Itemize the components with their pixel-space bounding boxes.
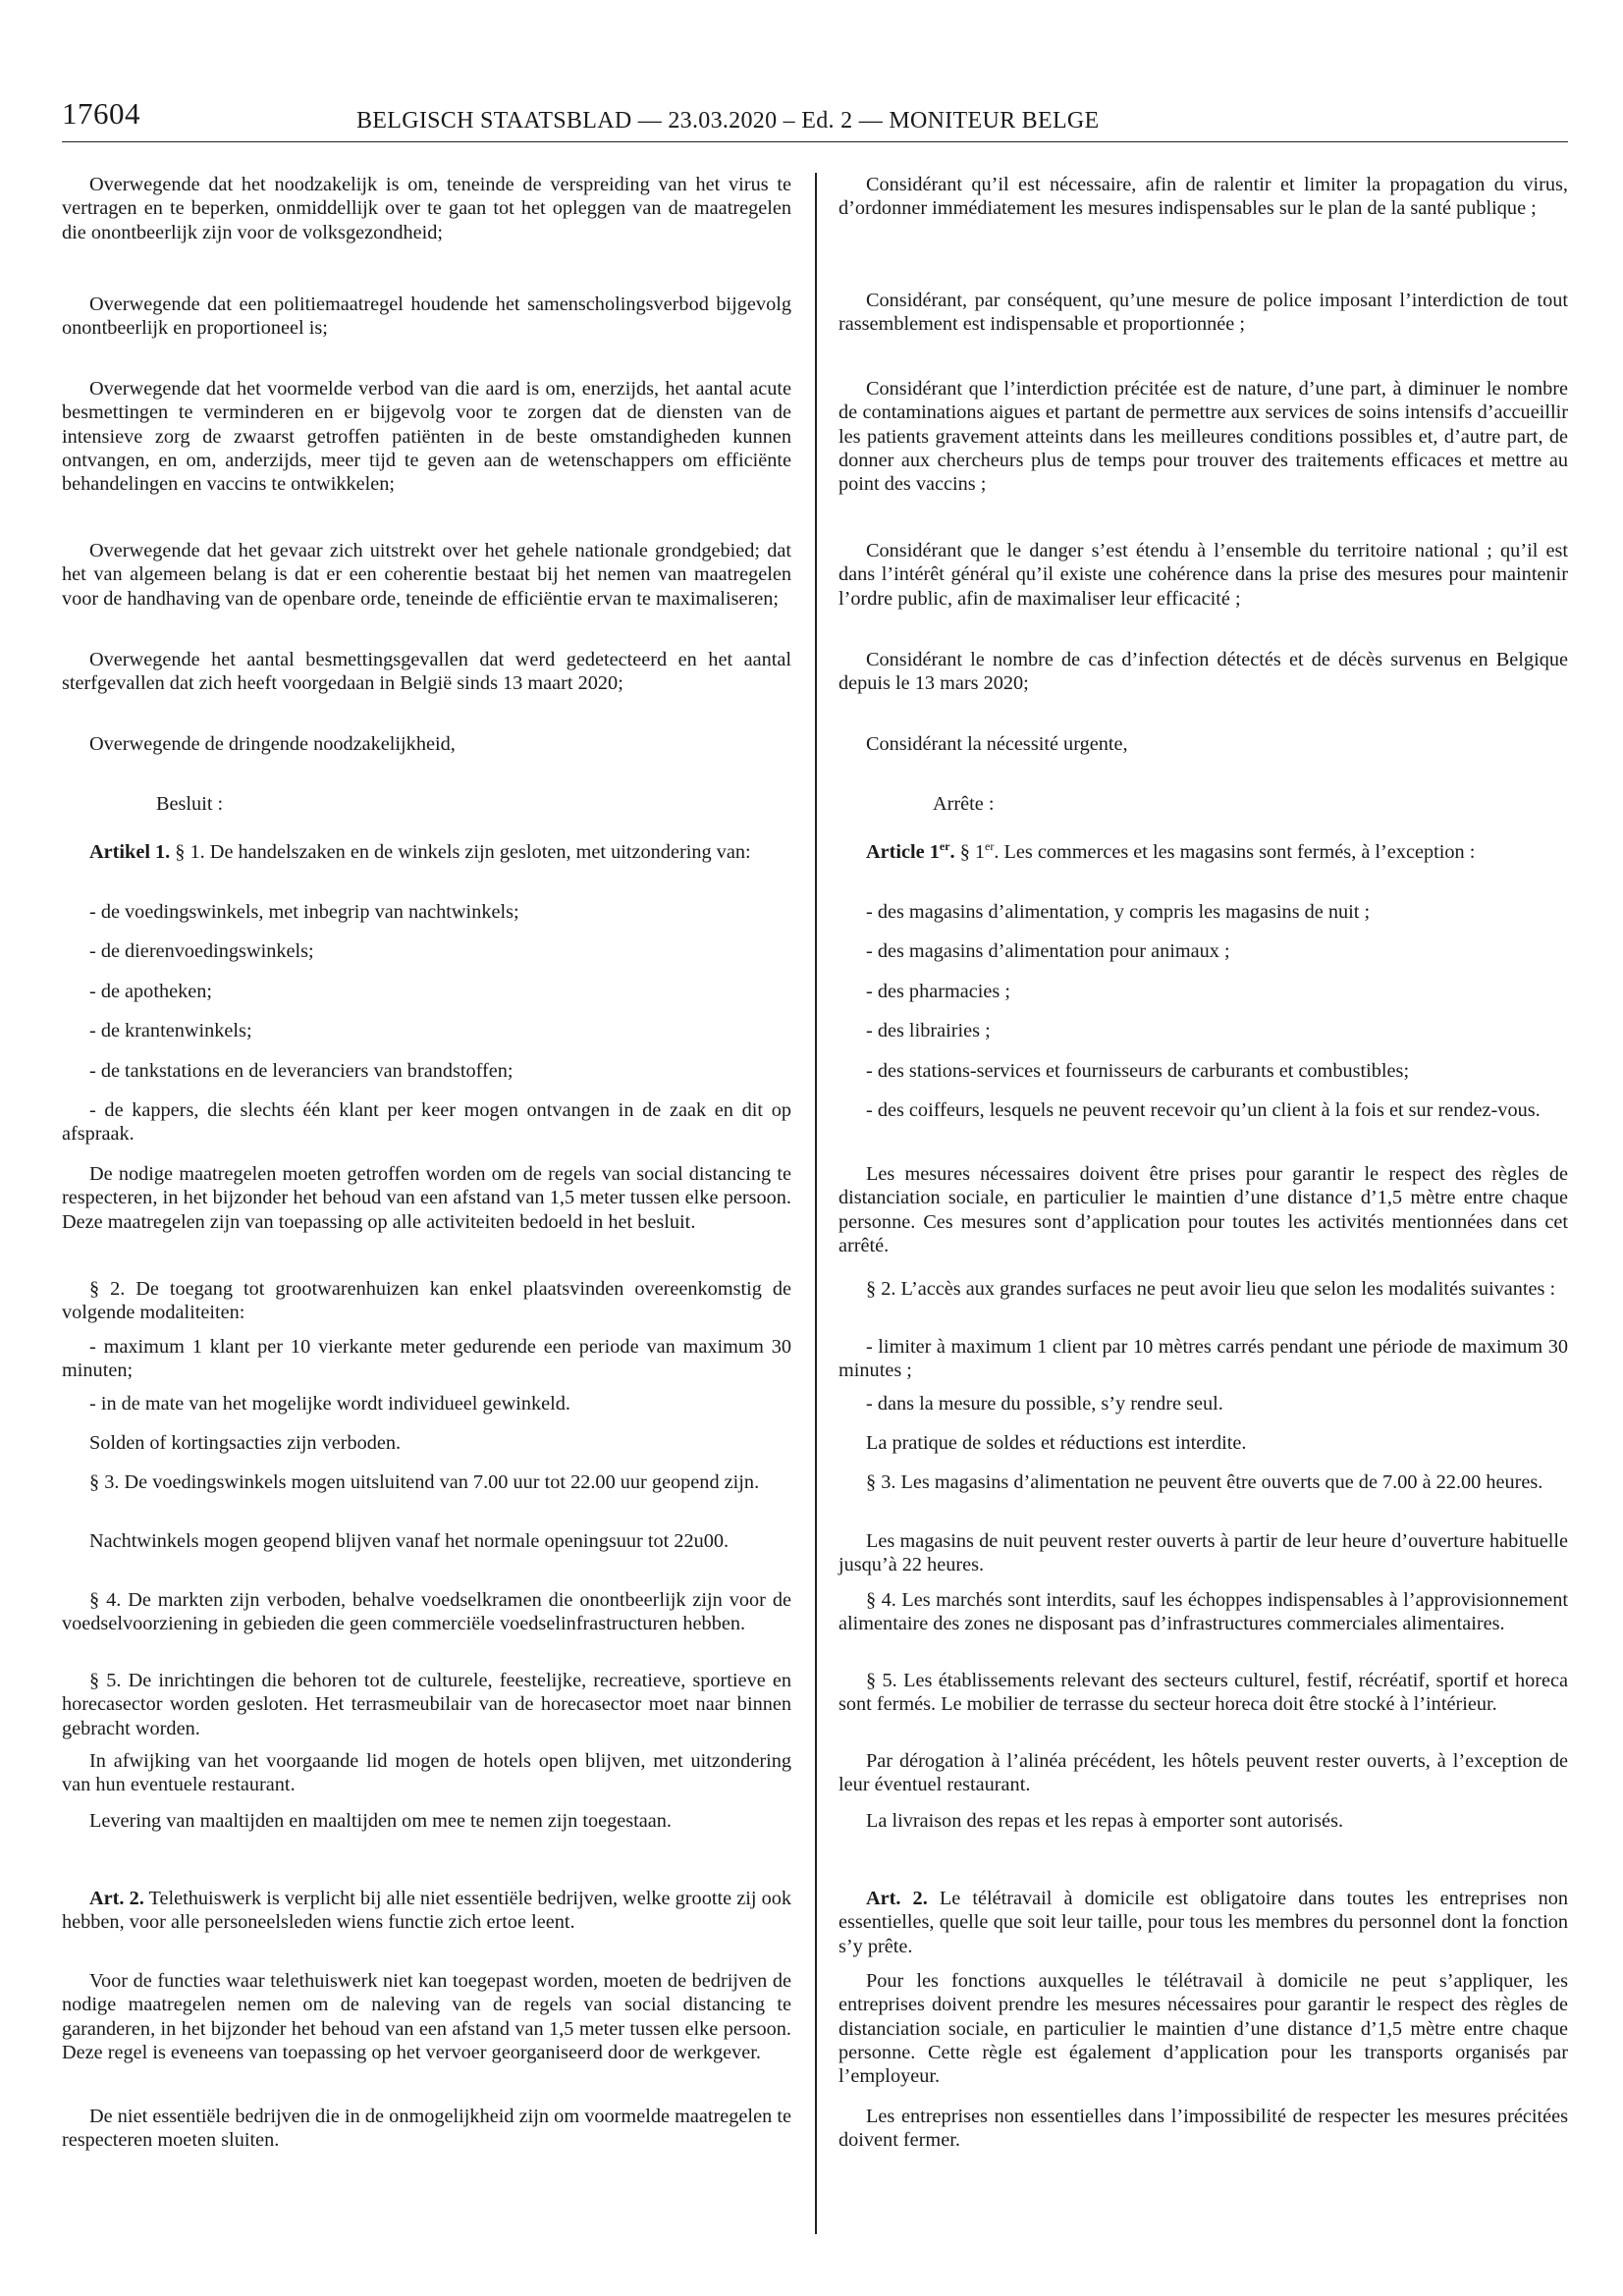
- nl-paragraph: Levering van maaltijden en maaltijden om mee te nemen zijn toegestaan.: [89, 1810, 672, 1832]
- fr-paragraph: Considérant la nécessité urgente,: [866, 733, 1128, 755]
- fr-list-item: - des pharmacies ;: [866, 981, 1010, 1002]
- nl-decision-heading: Besluit :: [156, 793, 224, 815]
- fr-article-1-text-sup: er: [985, 839, 995, 853]
- nl-paragraph: In afwijking van het voorgaande lid mogen de hotels open blijven, met uitzondering van hun eventuele restaurant.: [62, 1750, 791, 1796]
- nl-article-2-text: Telethuiswerk is verplicht bij alle niet essentiële bedrijven, welke grootte zij ook hebben, voor alle personeelsleden wiens functie zich ertoe leent.: [62, 1888, 792, 1934]
- nl-article-1-text: § 1. De handelszaken en de winkels zijn gesloten, met uitzondering van:: [170, 841, 751, 863]
- fr-article-1-label-end: .: [949, 841, 955, 863]
- fr-article-1-label: [866, 841, 955, 863]
- fr-article-1-text-a: § 1: [954, 841, 986, 863]
- nl-paragraph: Voor de functies waar telethuiswerk niet kan toegepast worden, moeten de bedrijven de nodige maatregelen nemen om de naleving van de regels van social distancing te garanderen, in het bijzonder het behoud van een afstand van 1,5 meter tussen elke persoon. Deze regel is eveneens van toepassing op het vervoer georganiseerd door de werkgever.: [62, 1970, 791, 2063]
- fr-article-1-text-b: . Les commerces et les magasins sont fermés, à l’exception :: [994, 841, 1476, 863]
- fr-paragraph: - dans la mesure du possible, s’y rendre seul.: [866, 1393, 1223, 1415]
- fr-list-item: - des coiffeurs, lesquels ne peuvent recevoir qu’un client à la fois et sur rendez-vous.: [866, 1099, 1541, 1121]
- nl-list-item: - de tankstations en de leveranciers van brandstoffen;: [89, 1060, 514, 1082]
- column-divider: [815, 173, 817, 2234]
- nl-paragraph: Nachtwinkels mogen geopend blijven vanaf het normale openingsuur tot 22u00.: [89, 1530, 730, 1552]
- nl-list-item: - de dierenvoedingswinkels;: [89, 940, 314, 962]
- page-number: 17604: [62, 96, 140, 131]
- nl-paragraph: § 5. De inrichtingen die behoren tot de culturele, feestelijke, recreatieve, sportieve en horecasector worden gesloten. Het terrasmeubilair van de horecasector moet naar binnen gebracht worden.: [62, 1670, 791, 1739]
- fr-article-1-label-text: Article 1: [866, 841, 940, 863]
- nl-paragraph: Overwegende de dringende noodzakelijkheid,: [89, 733, 456, 755]
- fr-paragraph: § 2. L’accès aux grandes surfaces ne peut avoir lieu que selon les modalités suivantes :: [866, 1278, 1556, 1300]
- fr-list-item: - des magasins d’alimentation, y compris les magasins de nuit ;: [866, 901, 1371, 923]
- fr-decision-heading: Arrête :: [933, 793, 995, 815]
- fr-paragraph: - limiter à maximum 1 client par 10 mètres carrés pendant une période de maximum 30 minutes ;: [839, 1336, 1568, 1382]
- fr-article-1-label-sup: er: [939, 839, 950, 853]
- fr-paragraph: Considérant que le danger s’est étendu à l’ensemble du territoire national ; qu’il est dans l’intérêt général qu’il existe une cohérence dans la prise des mesures pour maintenir l’ordre public, afin de maximaliser leur efficacité ;: [839, 540, 1568, 610]
- fr-article-1: [839, 840, 1568, 864]
- nl-paragraph: § 3. De voedingswinkels mogen uitsluitend van 7.00 uur tot 22.00 uur geopend zijn.: [89, 1471, 760, 1493]
- page-header: [62, 90, 1568, 142]
- nl-article-2: [62, 1887, 791, 1935]
- fr-paragraph: Considérant que l’interdiction précitée est de nature, d’une part, à diminuer le nombre de contaminations aigues et partant de permettre aux services de soins intensifs d’accueillir les patients gravement atteints dans les meilleures conditions possibles et, d’autre part, de donner aux chercheurs plus de temps pour trouver des traitements efficaces et mettre au point des vaccins ;: [839, 378, 1568, 496]
- nl-list-item: - de voedingswinkels, met inbegrip van nachtwinkels;: [89, 901, 519, 923]
- fr-paragraph: Les entreprises non essentielles dans l’impossibilité de respecter les mesures précitées doivent fermer.: [839, 2106, 1568, 2152]
- nl-paragraph: § 4. De markten zijn verboden, behalve voedselkramen die onontbeerlijk zijn voor de voedselvoorziening in gebieden die geen commerciële voedselinfrastructuren hebben.: [62, 1589, 791, 1635]
- nl-article-2-label: Art. 2.: [89, 1888, 144, 1909]
- fr-paragraph: Considérant qu’il est nécessaire, afin de ralentir et limiter la propagation du virus, d’ordonner immédiatement les mesures indispensables sur le plan de la santé publique ;: [839, 174, 1568, 220]
- nl-article-1-label: Artikel 1.: [89, 841, 171, 863]
- fr-paragraph: Considérant le nombre de cas d’infection détectés et de décès survenus en Belgique depuis le 13 mars 2020;: [839, 649, 1568, 695]
- fr-paragraph: Pour les fonctions auxquelles le télétravail à domicile ne peut s’appliquer, les entreprises doivent prendre les mesures nécessaires pour garantir le respect des règles de distanciation sociale, en particulier le maintien d’une distance d’1,5 mètre entre chaque personne. Cette règle est également d’application pour les transports organisés par l’employeur.: [839, 1970, 1568, 2088]
- nl-list-item: - de kappers, die slechts één klant per keer mogen ontvangen in de zaak en dit op afspraak.: [62, 1099, 791, 1146]
- nl-list-item: - de apotheken;: [89, 981, 213, 1002]
- nl-paragraph: - in de mate van het mogelijke wordt individueel gewinkeld.: [89, 1393, 570, 1415]
- nl-paragraph: De nodige maatregelen moeten getroffen worden om de regels van social distancing te respecteren, in het bijzonder het behoud van een afstand van 1,5 meter tussen elke persoon. Deze maatregelen zijn van toepassing op alle activiteiten bedoeld in het besluit.: [62, 1163, 791, 1233]
- nl-paragraph: Overwegende dat het gevaar zich uitstrekt over het gehele nationale grondgebied; dat het van algemeen belang is dat er een coherentie bestaat bij het nemen van maatregelen voor de handhaving van de openbare orde, teneinde de efficiëntie ervan te maximaliseren;: [62, 540, 791, 610]
- nl-paragraph: § 2. De toegang tot grootwarenhuizen kan enkel plaatsvinden overeenkomstig de volgende modaliteiten:: [62, 1278, 791, 1324]
- nl-list-item: - de krantenwinkels;: [89, 1020, 252, 1041]
- fr-paragraph: La pratique de soldes et réductions est interdite.: [866, 1432, 1247, 1454]
- fr-list-item: - des librairies ;: [866, 1020, 991, 1041]
- gazette-title: BELGISCH STAATSBLAD — 23.03.2020 – Ed. 2 — MONITEUR BELGE: [356, 108, 1100, 133]
- nl-paragraph: Overwegende het aantal besmettingsgevallen dat werd gedetecteerd en het aantal sterfgevallen dat zich heeft voorgedaan in België sinds 13 maart 2020;: [62, 649, 791, 695]
- nl-article-1: [62, 840, 791, 864]
- fr-paragraph: Considérant, par conséquent, qu’une mesure de police imposant l’interdiction de tout rassemblement est indispensable et proportionnée ;: [839, 290, 1568, 336]
- fr-paragraph: Par dérogation à l’alinéa précédent, les hôtels peuvent rester ouverts, à l’exception de leur éventuel restaurant.: [839, 1750, 1568, 1796]
- fr-paragraph: § 3. Les magasins d’alimentation ne peuvent être ouverts que de 7.00 à 22.00 heures.: [866, 1471, 1543, 1493]
- fr-article-2-label: Art. 2.: [866, 1888, 928, 1909]
- gazette-page: [62, 90, 1568, 2250]
- nl-paragraph: De niet essentiële bedrijven die in de onmogelijkheid zijn om voormelde maatregelen te respecteren moeten sluiten.: [62, 2106, 791, 2152]
- nl-paragraph: Overwegende dat het voormelde verbod van die aard is om, enerzijds, het aantal acute besmettingen te verminderen en er bijgevolg voor te zorgen dat de diensten van de intensieve zorg de zwaarst getroffen patiënten in de beste omstandigheden kunnen ontvangen, en om, anderzijds, meer tijd te geven aan de wetenschappers om efficiënte behandelingen en vaccins te ontwikkelen;: [62, 378, 791, 496]
- fr-article-2-text: Le télétravail à domicile est obligatoire dans toutes les entreprises non essentielles, quelle que soit leur taille, pour tous les membres du personnel dont la fonction s’y prête.: [839, 1888, 1568, 1957]
- fr-list-item: - des magasins d’alimentation pour animaux ;: [866, 940, 1230, 962]
- fr-paragraph: § 4. Les marchés sont interdits, sauf les échoppes indispensables à l’approvisionnement alimentaire des zones ne disposant pas d’infrastructures commerciales alimentaires.: [839, 1589, 1568, 1635]
- fr-paragraph: § 5. Les établissements relevant des secteurs culturel, festif, récréatif, sportif et horeca sont fermés. Le mobilier de terrasse du secteur horeca doit être stocké à l’intérieur.: [839, 1670, 1568, 1716]
- fr-paragraph: Les mesures nécessaires doivent être prises pour garantir le respect des règles de distanciation sociale, en particulier le maintien d’une distance d’1,5 mètre entre chaque personne. Ces mesures sont d’application pour toutes les activités mentionnées dans cet arrêté.: [839, 1163, 1568, 1256]
- fr-list-item: - des stations-services et fournisseurs de carburants et combustibles;: [866, 1060, 1410, 1082]
- nl-paragraph: Overwegende dat een politiemaatregel houdende het samenscholingsverbod bijgevolg onontbeerlijk en proportioneel is;: [62, 294, 791, 340]
- fr-article-2: [839, 1887, 1568, 1958]
- fr-paragraph: La livraison des repas et les repas à emporter sont autorisés.: [866, 1810, 1344, 1832]
- fr-paragraph: Les magasins de nuit peuvent rester ouverts à partir de leur heure d’ouverture habituelle jusqu’à 22 heures.: [839, 1530, 1568, 1576]
- two-column-body: [62, 173, 1568, 2234]
- nl-paragraph: Solden of kortingsacties zijn verboden.: [89, 1432, 402, 1454]
- nl-paragraph: - maximum 1 klant per 10 vierkante meter gedurende een periode van maximum 30 minuten;: [62, 1336, 791, 1382]
- nl-paragraph: Overwegende dat het noodzakelijk is om, teneinde de verspreiding van het virus te vertragen en te beperken, onmiddellijk over te gaan tot het opleggen van de maatregelen die onontbeerlijk zijn voor de volksgezondheid;: [62, 174, 791, 243]
